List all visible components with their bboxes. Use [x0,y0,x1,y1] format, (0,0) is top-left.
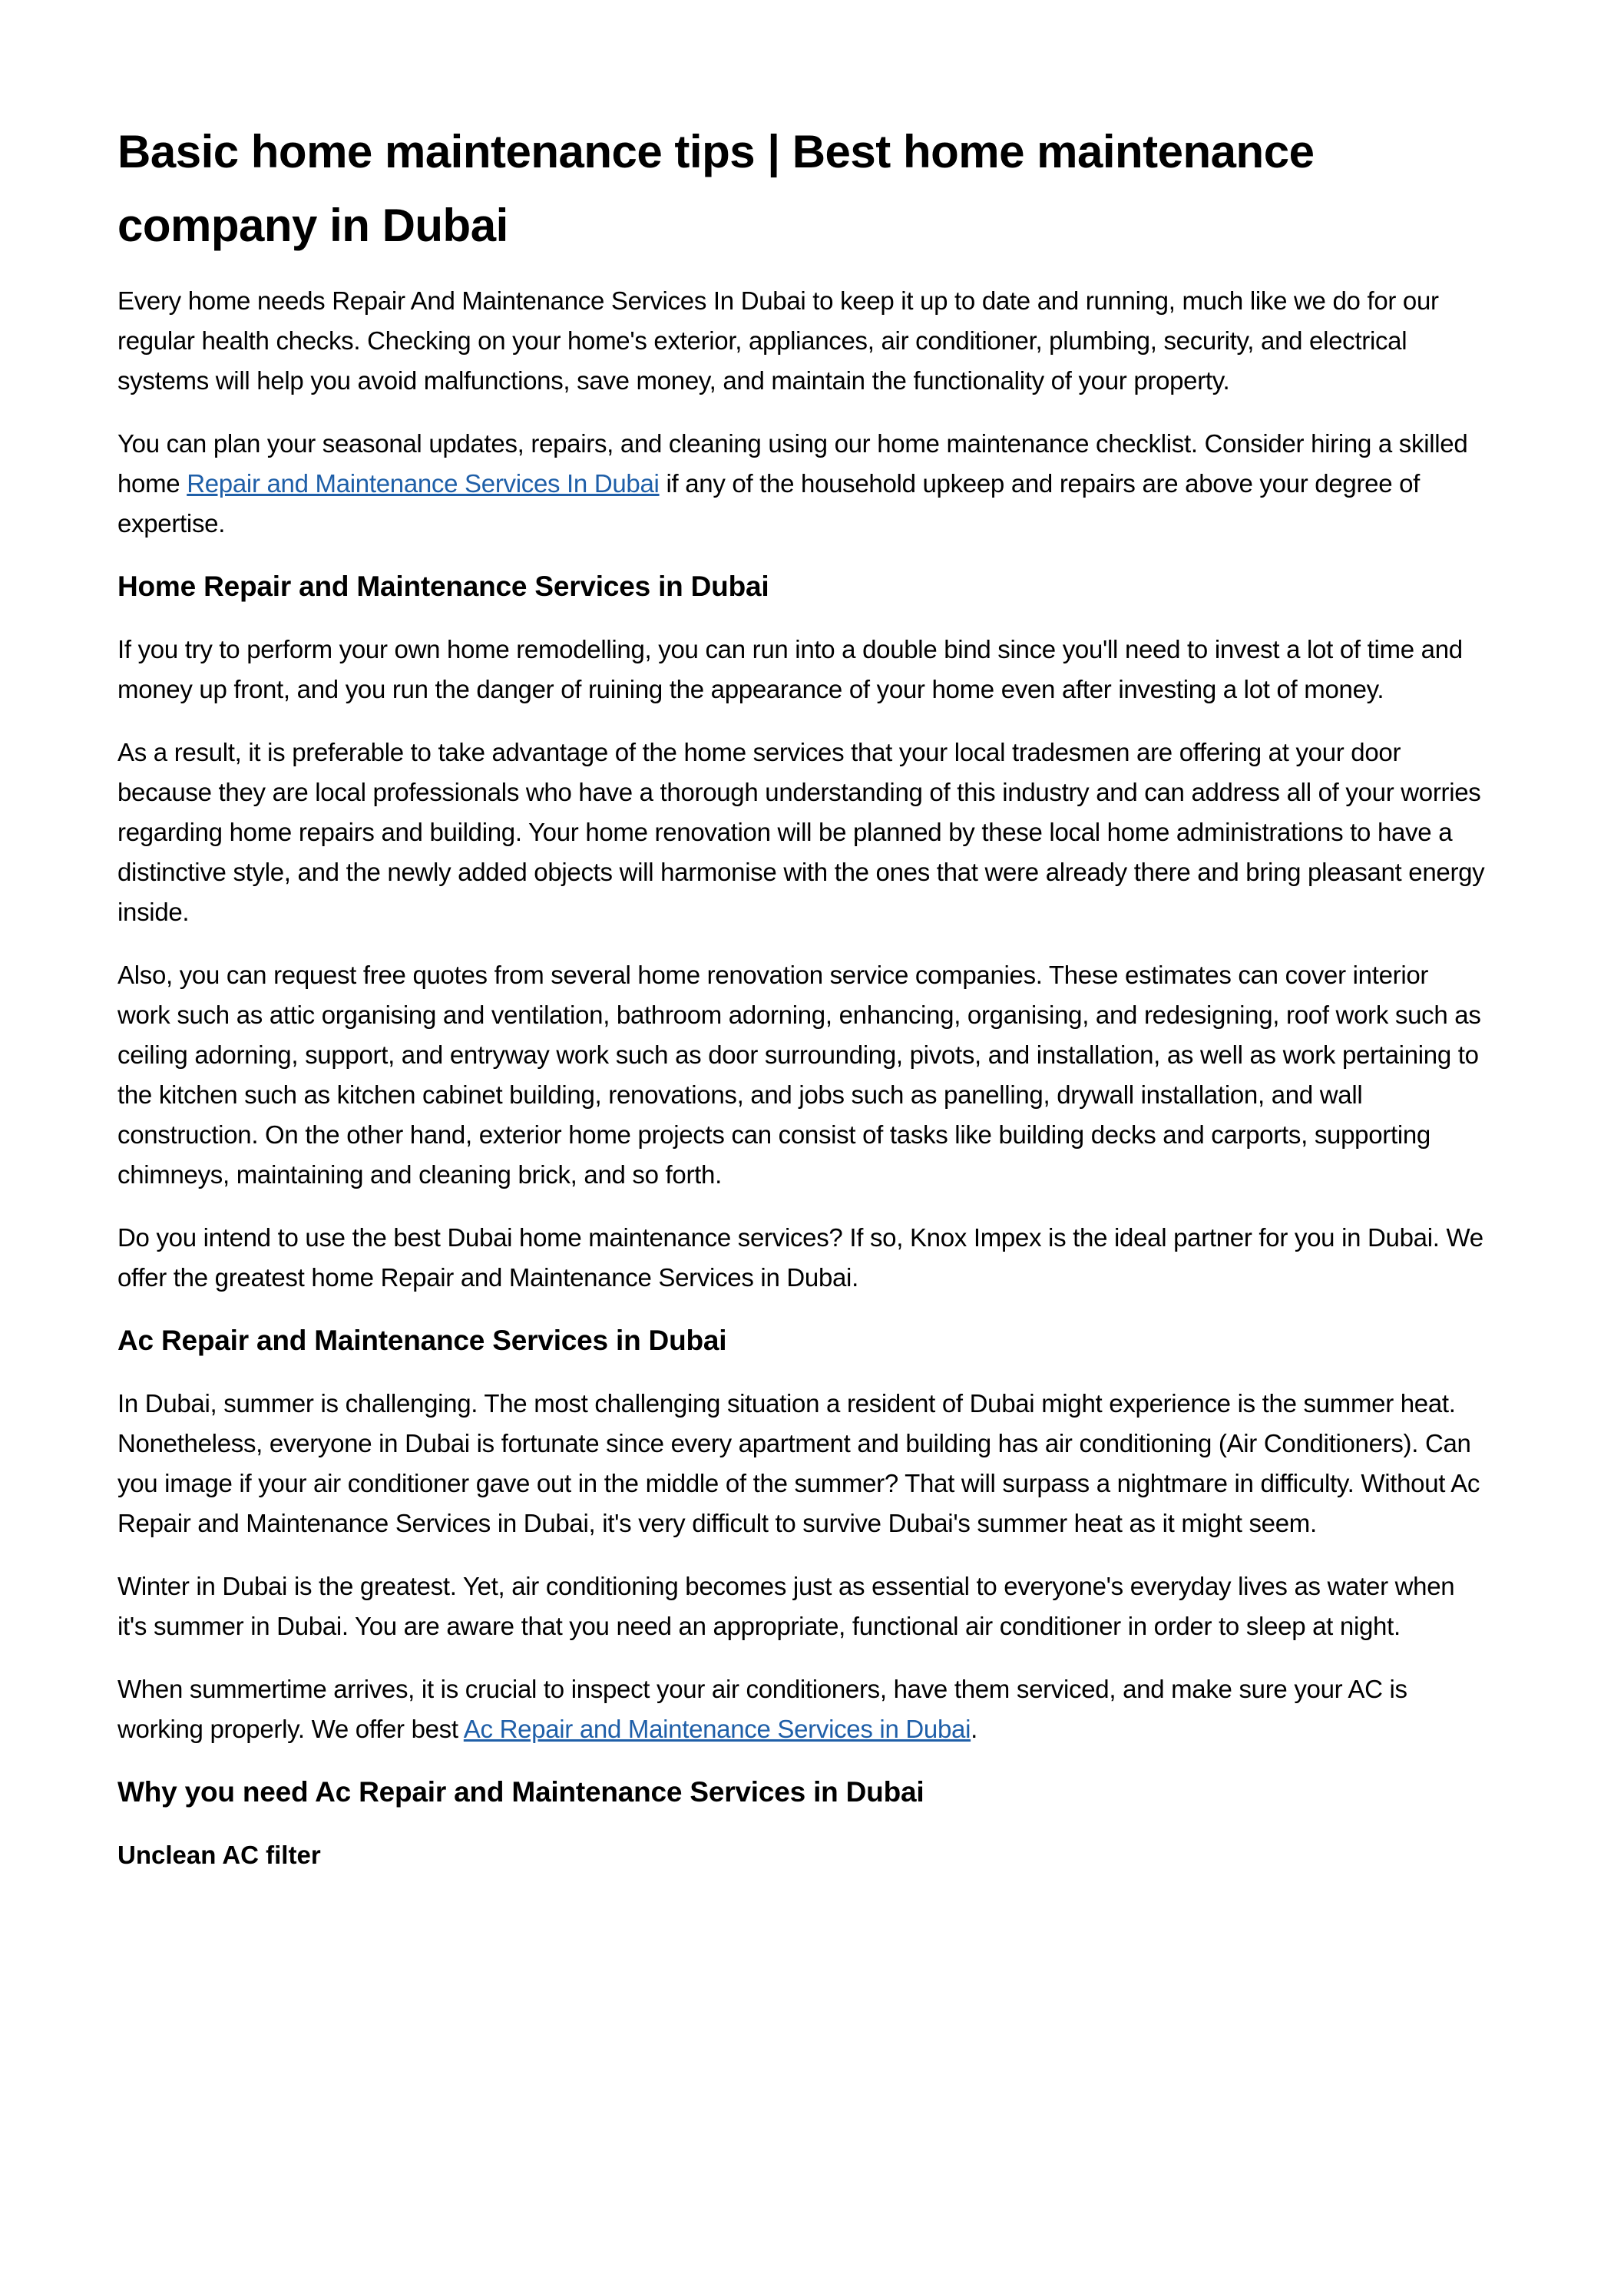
subheading-unclean-ac-filter: Unclean AC filter [117,1841,321,1869]
ac-repair-paragraph-3 [117,1669,1486,1749]
home-repair-paragraph-4: Do you intend to use the best Dubai home maintenance services? If so, Knox Impex is the ideal partner for you in Dubai. We offer the greatest home Repair and Maintenance Services in Dubai. [117,1223,1483,1292]
ac-repair-paragraph-1: In Dubai, summer is challenging. The most challenging situation a resident of Dubai might experience is the summer heat. Nonetheless, everyone in Dubai is fortunate since every apartment and building has air conditioning (Air Conditioners). Can you image if your air conditioner gave out in the middle of the summer? That will surpass a nightmare in difficulty. Without Ac Repair and Maintenance Services in Dubai, it's very difficult to survive Dubai's summer heat as it might seem. [117,1389,1480,1537]
intro-paragraph-2-text-after: if any of the household upkeep and repairs are above your degree of expertise. [117,469,1421,538]
repair-maintenance-services-link[interactable]: Repair and Maintenance Services In Dubai [187,469,660,498]
ac-repair-paragraph-3-text-before: When summertime arrives, it is crucial to inspect your air conditioners, have them serviced, and make sure your AC is working properly. We offer best [117,1675,1407,1743]
home-repair-paragraph-3: Also, you can request free quotes from several home renovation service companies. These estimates can cover interior work such as attic organising and ventilation, bathroom adorning, enhancing, organising, and redesigning, roof work such as ceiling adorning, support, and entryway work such as door surrounding, pivots, and installation, as well as work pertaining to the kitchen such as kitchen cabinet building, renovations, and jobs such as panelling, drywall installation, and wall construction. On the other hand, exterior home projects can consist of tasks like building decks and carports, supporting chimneys, maintaining and cleaning brick, and so forth. [117,961,1481,1189]
document-title: Basic home maintenance tips | Best home maintenance company in Dubai [117,126,1315,251]
intro-paragraph-2 [117,424,1486,544]
ac-repair-paragraph-2: Winter in Dubai is the greatest. Yet, air conditioning becomes just as essential to everyone's everyday lives as water when it's summer in Dubai. You are aware that you need an appropriate, functional air conditioner in order to sleep at night. [117,1572,1455,1640]
home-repair-paragraph-2: As a result, it is preferable to take advantage of the home services that your local tradesmen are offering at your door because they are local professionals who have a thorough understanding of this industry and can address all of your worries regarding home repairs and building. Your home renovation will be planned by these local home administrations to have a distinctive style, and the newly added objects will harmonise with the ones that were already there and bring pleasant energy inside. [117,738,1485,926]
intro-paragraph-1: Every home needs Repair And Maintenance Services In Dubai to keep it up to date and running, much like we do for our regular health checks. Checking on your home's exterior, appliances, air conditioner, plumbing, security, and electrical systems will help you avoid malfunctions, save money, and maintain the functionality of your property. [117,286,1439,395]
section-heading-why-ac-repair: Why you need Ac Repair and Maintenance Services in Dubai [117,1776,924,1808]
ac-repair-paragraph-3-text-after: . [971,1715,977,1743]
home-repair-paragraph-1: If you try to perform your own home remodelling, you can run into a double bind since you'll need to invest a lot of time and money up front, and you run the danger of ruining the appearance of your home even after investing a lot of money. [117,635,1463,703]
section-heading-ac-repair: Ac Repair and Maintenance Services in Dubai [117,1325,727,1356]
intro-paragraph-2-text-before: You can plan your seasonal updates, repairs, and cleaning using our home maintenance checklist. Consider hiring a skilled home [117,429,1468,498]
section-heading-home-repair: Home Repair and Maintenance Services in Dubai [117,571,769,602]
ac-repair-maintenance-services-link[interactable]: Ac Repair and Maintenance Services in Dubai [463,1715,971,1743]
